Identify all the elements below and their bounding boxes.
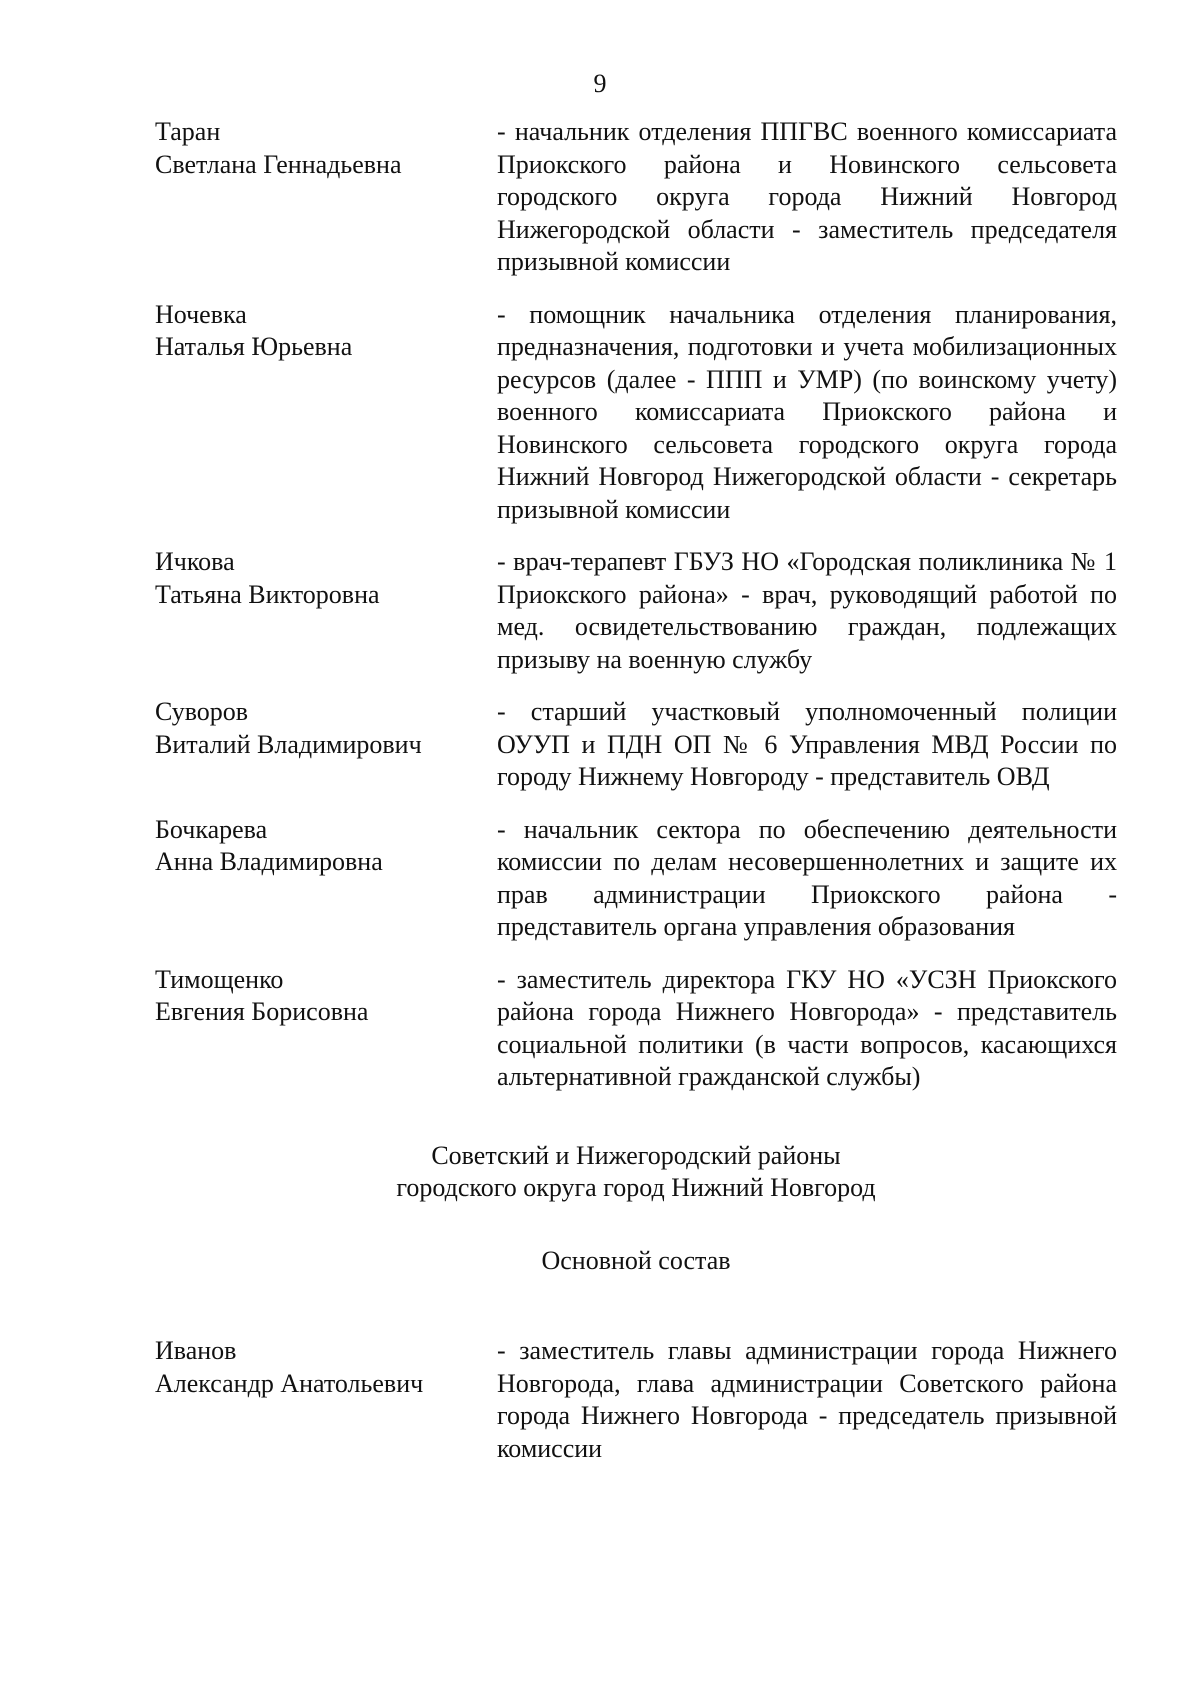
member-surname: Иванов — [155, 1336, 237, 1365]
member-given-names: Анна Владимировна — [155, 847, 383, 876]
member-name — [155, 964, 497, 1094]
section-title-line: Советский и Нижегородский районы — [431, 1140, 841, 1170]
member-name — [155, 1335, 497, 1465]
member-role: - начальник отделения ППГВС военного комиссариата Приокского района и Новинского сельсовета городского округа города Нижний Новгород Нижегородской области - заместитель председателя призывной комиссии — [497, 117, 1117, 276]
member-name — [155, 696, 497, 794]
member-surname: Таран — [155, 117, 221, 146]
member-entry — [155, 814, 1117, 944]
page-number: 9 — [593, 69, 607, 98]
document-content — [155, 116, 1117, 1485]
member-name — [155, 546, 497, 676]
member-entry — [155, 116, 1117, 279]
member-given-names: Татьяна Викторовна — [155, 579, 380, 609]
member-surname: Суворов — [155, 697, 249, 726]
member-given-names: Евгения Борисовна — [155, 997, 369, 1026]
member-name — [155, 116, 497, 279]
member-surname: Тимощенко — [155, 964, 284, 994]
member-role: - врач-терапевт ГБУЗ НО «Городская поликлиника № 1 Приокского района» - врач, руководящий работой по мед. освидетельствованию граждан, подлежащих призыву на военную службу — [497, 547, 1117, 674]
member-given-names: Александр Анатольевич — [155, 1368, 424, 1398]
member-role: - заместитель главы администрации города Нижнего Новгорода, глава администрации Советского района города Нижнего Новгорода - председатель призывной комиссии — [497, 1336, 1117, 1463]
member-given-names: Виталий Владимирович — [155, 729, 422, 759]
member-entry — [155, 964, 1117, 1094]
member-surname: Ичкова — [155, 547, 235, 576]
member-entry — [155, 696, 1117, 794]
member-surname: Ночевка — [155, 299, 247, 329]
member-surname: Бочкарева — [155, 814, 268, 844]
member-name — [155, 299, 497, 527]
member-role: - заместитель директора ГКУ НО «УСЗН Приокского района города Нижнего Новгорода» - представитель социальной политики (в части вопросов, касающихся альтернативной гражданской службы) — [497, 964, 1117, 1091]
section-title-line: городского округа город Нижний Новгород — [396, 1173, 876, 1202]
member-role: - помощник начальника отделения планирования, предназначения, подготовки и учета мобилизационных ресурсов (далее - ППП и УМР) (по воинскому учету) военного комиссариата Приокского района и Новинского сельсовета городского округа города Нижний Новгород Нижегородской области - секретарь призывной комиссии — [497, 299, 1117, 524]
member-given-names: Светлана Геннадьевна — [155, 149, 402, 179]
section-heading — [155, 1140, 1117, 1205]
member-entry — [155, 546, 1117, 676]
member-entry — [155, 1335, 1117, 1465]
member-given-names: Наталья Юрьевна — [155, 332, 353, 361]
member-role: - начальник сектора по обеспечению деятельности комиссии по делам несовершеннолетних и защите их прав администрации Приокского района - представитель органа управления образования — [497, 814, 1117, 941]
member-name — [155, 814, 497, 944]
member-role: - старший участковый уполномоченный полиции ОУУП и ПДН ОП № 6 Управления МВД России по городу Нижнему Новгороду - представитель ОВД — [497, 697, 1117, 791]
subsection-heading: Основной состав — [541, 1245, 731, 1275]
member-entry — [155, 299, 1117, 527]
